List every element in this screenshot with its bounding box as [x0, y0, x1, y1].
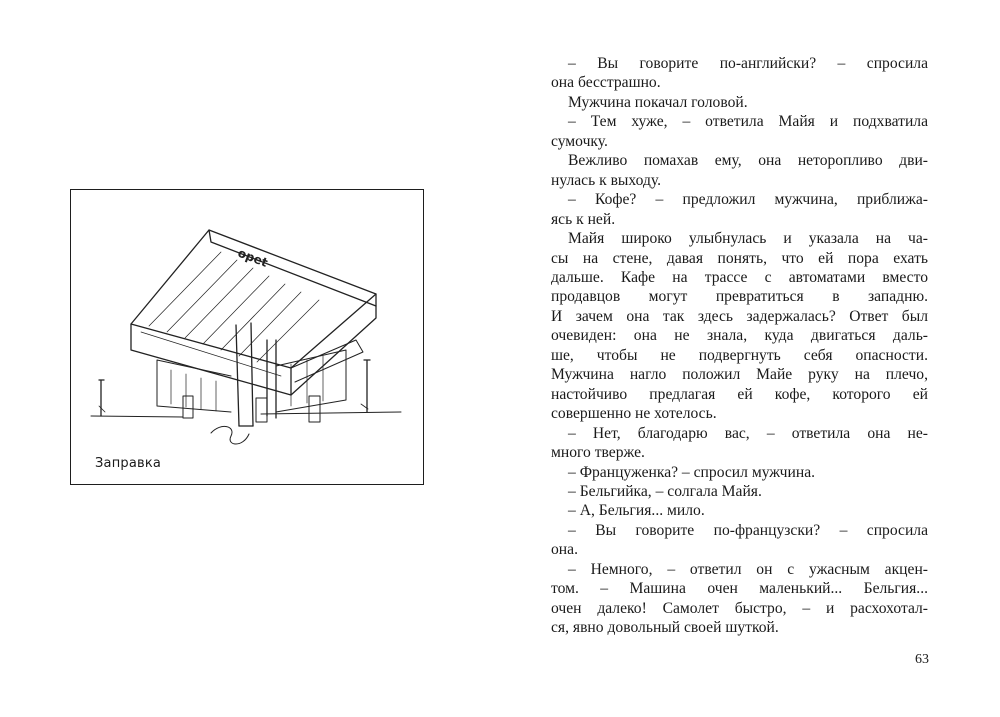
page-number: 63 — [915, 652, 929, 667]
text-line: она. — [551, 541, 578, 559]
text-line: очен далеко! Самолет быстро, – и расхохотал- — [551, 599, 928, 617]
text-line: – Нет, благодарю вас, – ответила она не- — [568, 424, 928, 442]
text-line: – Кофе? – предложил мужчина, приближа- — [568, 191, 928, 209]
text-line: – Тем хуже, – ответила Майя и подхватила — [568, 113, 928, 131]
text-line: Мужчина нагло положил Майе руку на плечо, — [551, 366, 928, 384]
text-line: Вежливо помахав ему, она неторопливо дви- — [568, 152, 928, 170]
text-line: ся, явно довольный своей шуткой. — [551, 619, 779, 637]
text-line: сумочку. — [551, 132, 608, 150]
text-line: ясь к ней. — [551, 210, 616, 228]
page-text — [551, 54, 928, 638]
text-line: – Вы говорите по-французски? – спросила — [568, 521, 928, 539]
text-line: Майя широко улыбнулась и указала на ча- — [568, 230, 928, 248]
text-line: том. – Машина очен маленький... Бельгия... — [551, 580, 928, 598]
text-line: – А, Бельгия... мило. — [568, 502, 705, 520]
text-line: совершенно не хотелось. — [551, 405, 717, 423]
text-line: нулась к выходу. — [551, 171, 662, 189]
text-line: много тверже. — [551, 444, 645, 462]
text-line: она бесстрашно. — [551, 74, 661, 92]
text-line: дальше. Кафе на трассе с автоматами вместо — [551, 268, 928, 286]
text-line: – Вы говорите по-английски? – спросила — [568, 55, 928, 72]
text-line: ше, чтобы не подвергнуть себя опасности. — [551, 346, 928, 364]
text-line: настойчиво предлагая ей кофе, которого ей — [551, 385, 928, 403]
text-line: – Бельгийка, – солгала Майя. — [568, 482, 762, 500]
text-line: И зачем она так здесь задержалась? Ответ был — [551, 307, 928, 325]
station-sign-text: opet — [235, 245, 270, 270]
illustration-caption: Заправка — [95, 456, 162, 471]
text-line: – Француженка? – спросил мужчина. — [568, 463, 816, 481]
text-line: сы на стене, давая понять, что ей пора ехать — [551, 249, 928, 267]
text-line: продавцов могут превратиться в западню. — [551, 288, 928, 306]
text-line: Мужчина покачал головой. — [568, 93, 748, 111]
gas-station-drawing — [71, 190, 425, 486]
illustration-frame — [70, 189, 424, 485]
text-line: очевиден: она не знала, куда двигаться даль- — [551, 327, 928, 345]
text-line: – Немного, – ответил он с ужасным акцен- — [568, 560, 928, 578]
